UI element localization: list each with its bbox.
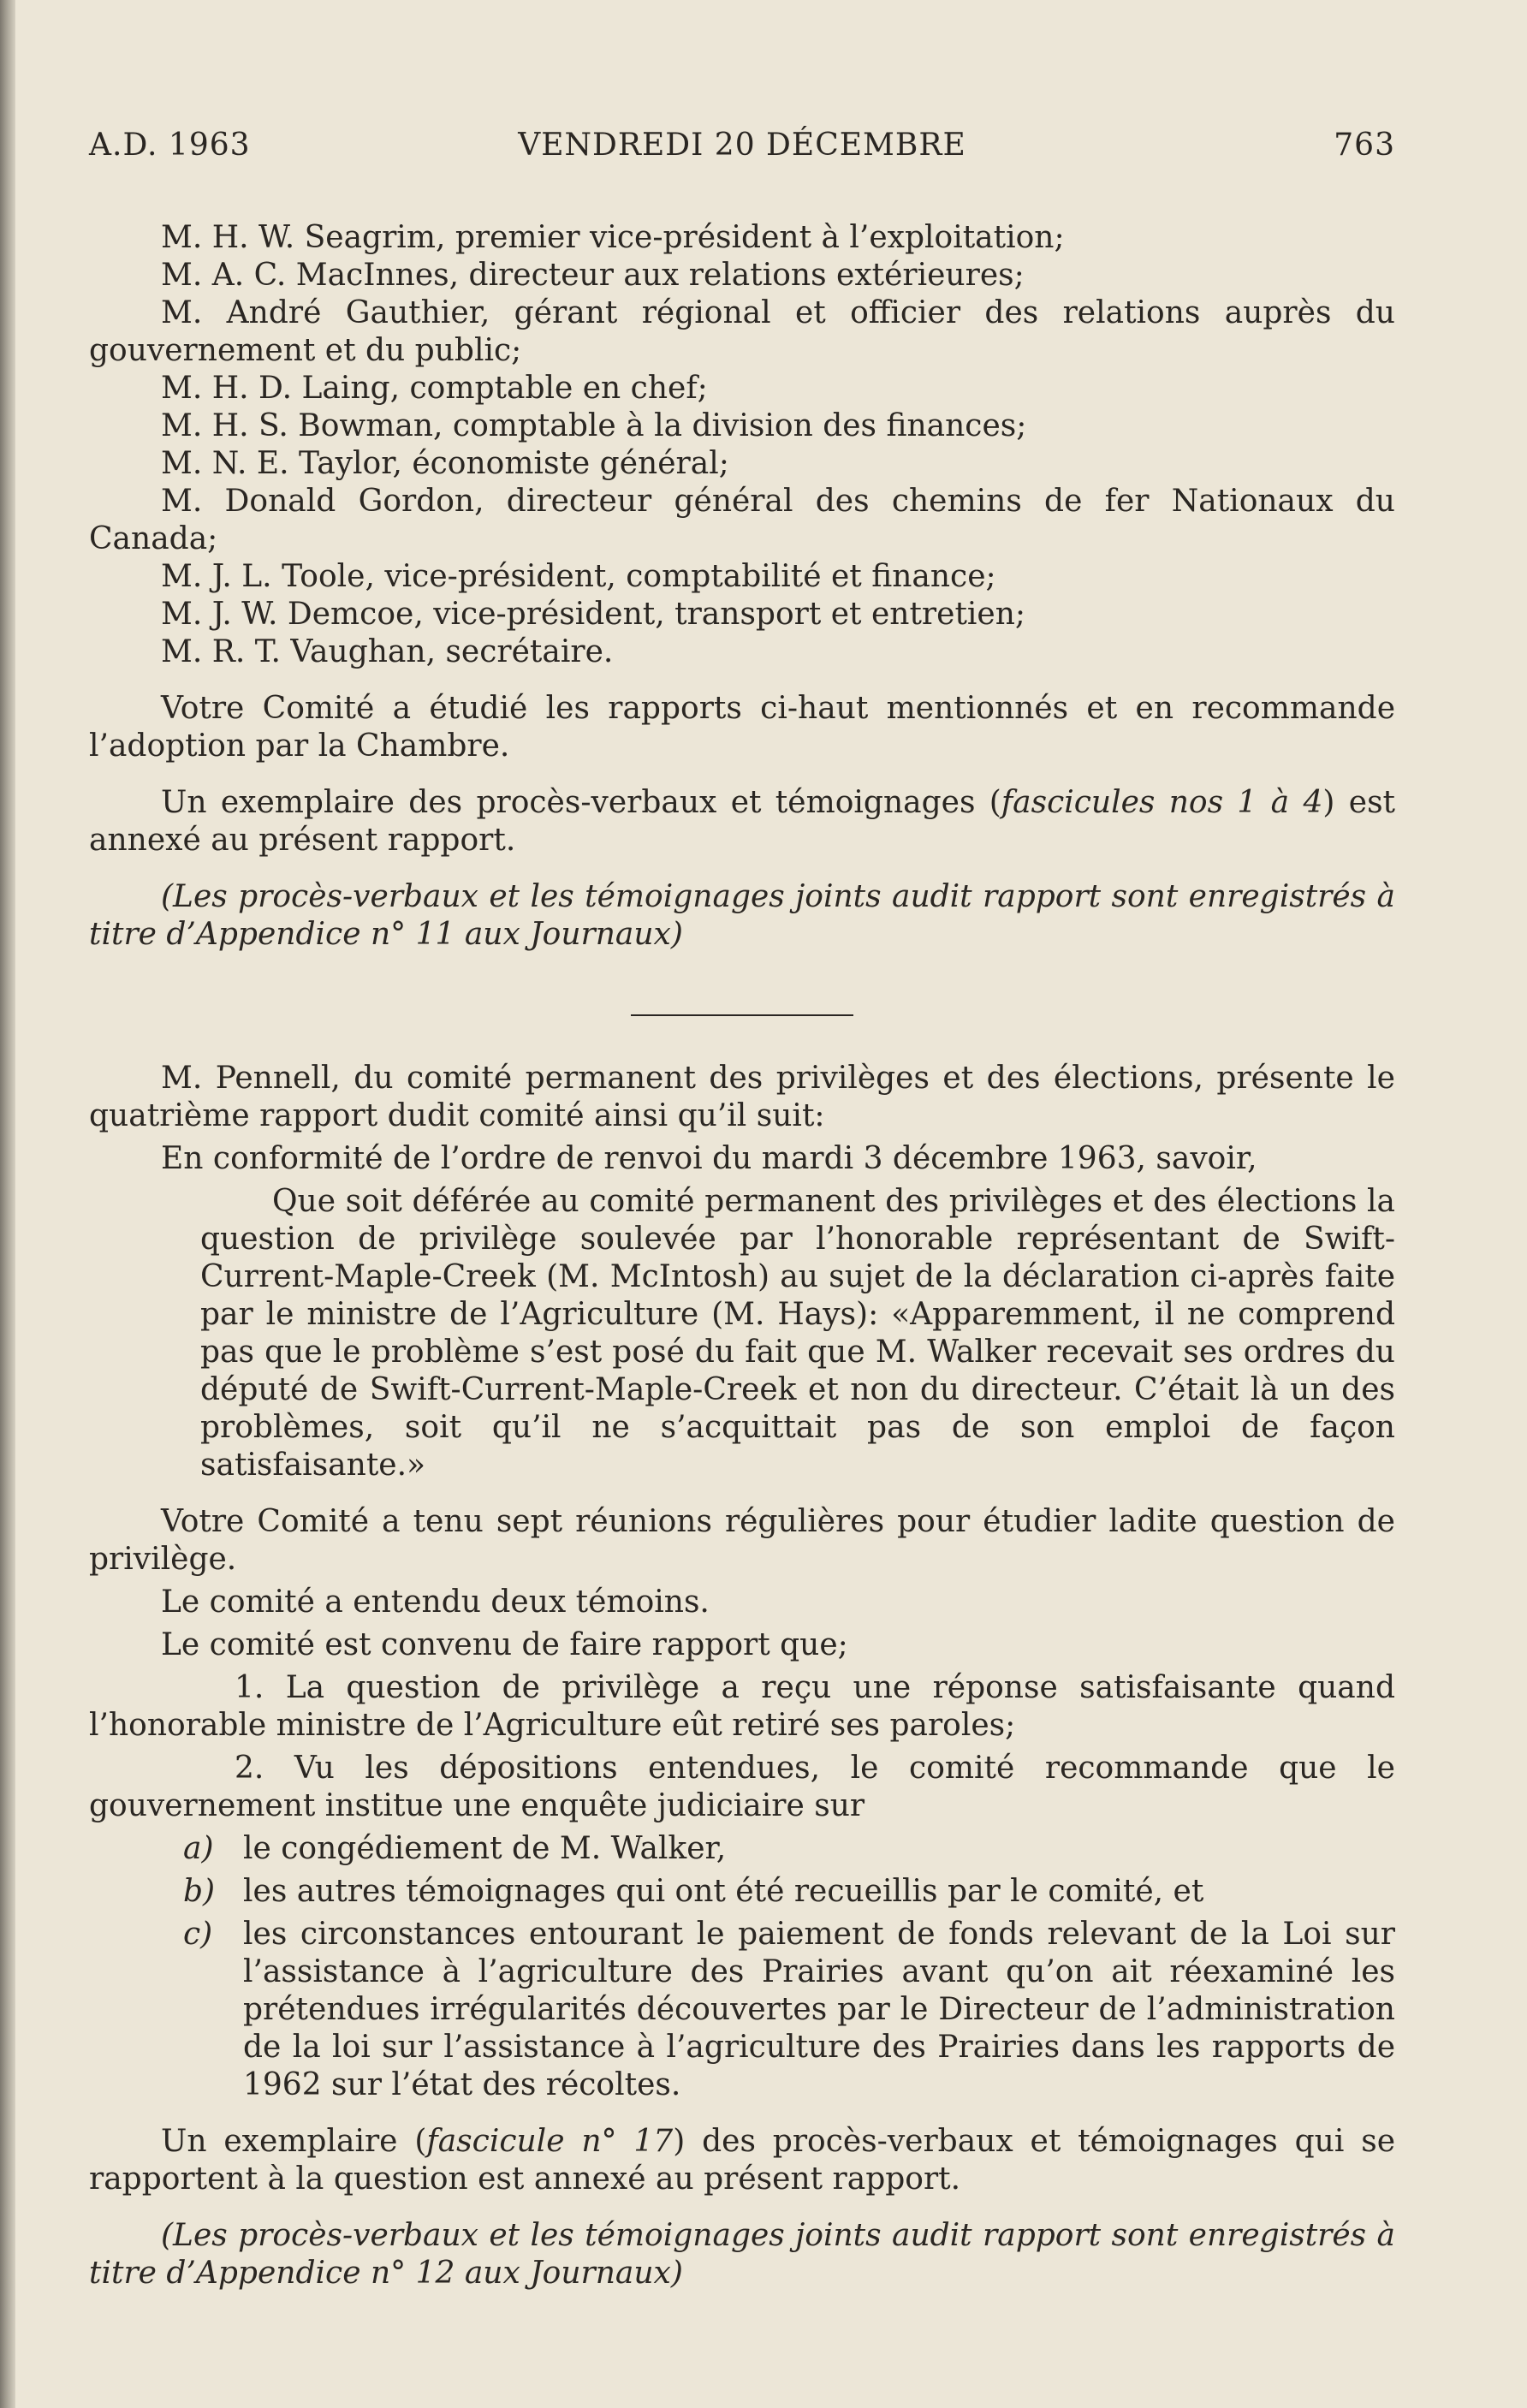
inquiry-item-label: a) [183,1831,214,1866]
report2-point-1: 1. La question de privilège a reçu une réponse satisfaisante quand l’honorable ministre de l’Agriculture eût retiré ses paroles; [89,1670,1395,1743]
inquiry-item-text: les autres témoignages qui ont été recueillis par le comité, et [243,1874,1204,1909]
page-binding-shadow [0,0,15,2408]
page-header [89,127,1395,169]
header-year: A.D. 1963 [89,128,251,163]
report2-copy-notice [89,2123,1395,2198]
header-date: VENDREDI 20 DÉCEMBRE [518,128,966,163]
witness-item: M. H. W. Seagrim, premier vice-président à l’exploitation; [161,220,1065,255]
inquiry-item-text: les circonstances entourant le paiement de fonds relevant de la Loi sur l’assistance à l’agriculture des Prairies avant qu’on ait réexaminé les prétendues irrégularités découvertes par le Directeur de l’administration de la loi sur l’assistance à l’agriculture des Prairies dans les rapports de 1962 sur l’état des récoltes. [243,1917,1395,2102]
witness-item: M. R. T. Vaughan, secrétaire. [161,634,614,669]
report1-copy-pre: Un exemplaire des procès-verbaux et témoignages ( [161,785,1001,820]
witness-item: M. A. C. MacInnes, directeur aux relations extérieures; [161,258,1025,293]
section-divider [89,988,1395,1026]
witness-item: M. H. D. Laing, comptable en chef; [161,371,708,406]
inquiry-item-label: c) [183,1917,213,1952]
report1-copy-post: ) est annexé au présent rapport. [89,785,1396,858]
report2-meetings: Votre Comité a tenu sept réunions régulières pour étudier ladite question de privilège. [89,1504,1395,1577]
page-number: 763 [1334,128,1395,163]
divider-line [631,1014,853,1016]
witness-item: M. J. W. Demcoe, vice-président, transport et entretien; [161,597,1026,632]
report2-intro: M. Pennell, du comité permanent des privilèges et des élections, présente le quatrième rapport dudit comité ainsi qu’il suit: [89,1061,1395,1133]
journal-page [89,127,1395,2292]
inquiry-item-c [183,1916,1395,2104]
report1-copy-notice [89,784,1395,859]
inquiry-item-a [183,1830,1395,1868]
report2-quoted-order: Que soit déférée au comité permanent des privilèges et des élections la question de privilège soulevée par l’honorable représentant de Swift-Current-Maple-Creek (M. McIntosh) au sujet de la déclaration ci-après faite par le ministre de l’Agriculture (M. Hays): «Apparemment, il ne comprend pas que le problème s’est posé du fait que M. Walker recevait ses ordres du député de Swift-Current-Maple-Creek et non du directeur. C’était là un des problèmes, soit qu’il ne s’acquittait pas de son emploi de façon satisfaisante.» [200,1184,1395,1483]
report1-recommendation: Votre Comité a étudié les rapports ci-haut mentionnés et en recommande l’adoption par la Chambre. [89,691,1395,764]
witness-list [89,219,1395,671]
witness-item: M. J. L. Toole, vice-président, comptabilité et finance; [161,559,996,594]
report1-copy-fascicule: fascicules nos 1 à 4 [1001,785,1323,820]
report2-copy-post: ) des procès-verbaux et témoignages qui se rapportent à la question est annexé au présent rapport. [89,2124,1395,2197]
report2-appendix-note: (Les procès-verbaux et les témoignages joints audit rapport sont enregistrés à titre d’Appendice n° 12 aux Journaux) [89,2218,1395,2291]
inquiry-item-label: b) [183,1874,216,1909]
witness-item: M. Donald Gordon, directeur général des chemins de fer Nationaux du Canada; [89,484,1395,556]
report2-point-2: 2. Vu les dépositions entendues, le comité recommande que le gouvernement institue une enquête judiciaire sur [89,1751,1395,1823]
inquiry-item-b [183,1873,1395,1911]
report2-agreed: Le comité est convenu de faire rapport que; [161,1627,848,1662]
report1-appendix-note: (Les procès-verbaux et les témoignages joints audit rapport sont enregistrés à titre d’Appendice n° 11 aux Journaux) [89,879,1395,952]
report2-order: En conformité de l’ordre de renvoi du mardi 3 décembre 1963, savoir, [161,1141,1257,1176]
witness-item: M. N. E. Taylor, économiste général; [161,446,729,481]
report2-copy-pre: Un exemplaire ( [161,2124,427,2159]
report2-witnesses: Le comité a entendu deux témoins. [161,1585,710,1620]
report2-copy-fascicule: fascicule n° 17 [426,2124,674,2159]
witness-item: M. André Gauthier, gérant régional et officier des relations auprès du gouvernement et du public; [89,295,1395,368]
witness-item: M. H. S. Bowman, comptable à la division des finances; [161,408,1027,443]
inquiry-item-text: le congédiement de M. Walker, [243,1831,727,1866]
